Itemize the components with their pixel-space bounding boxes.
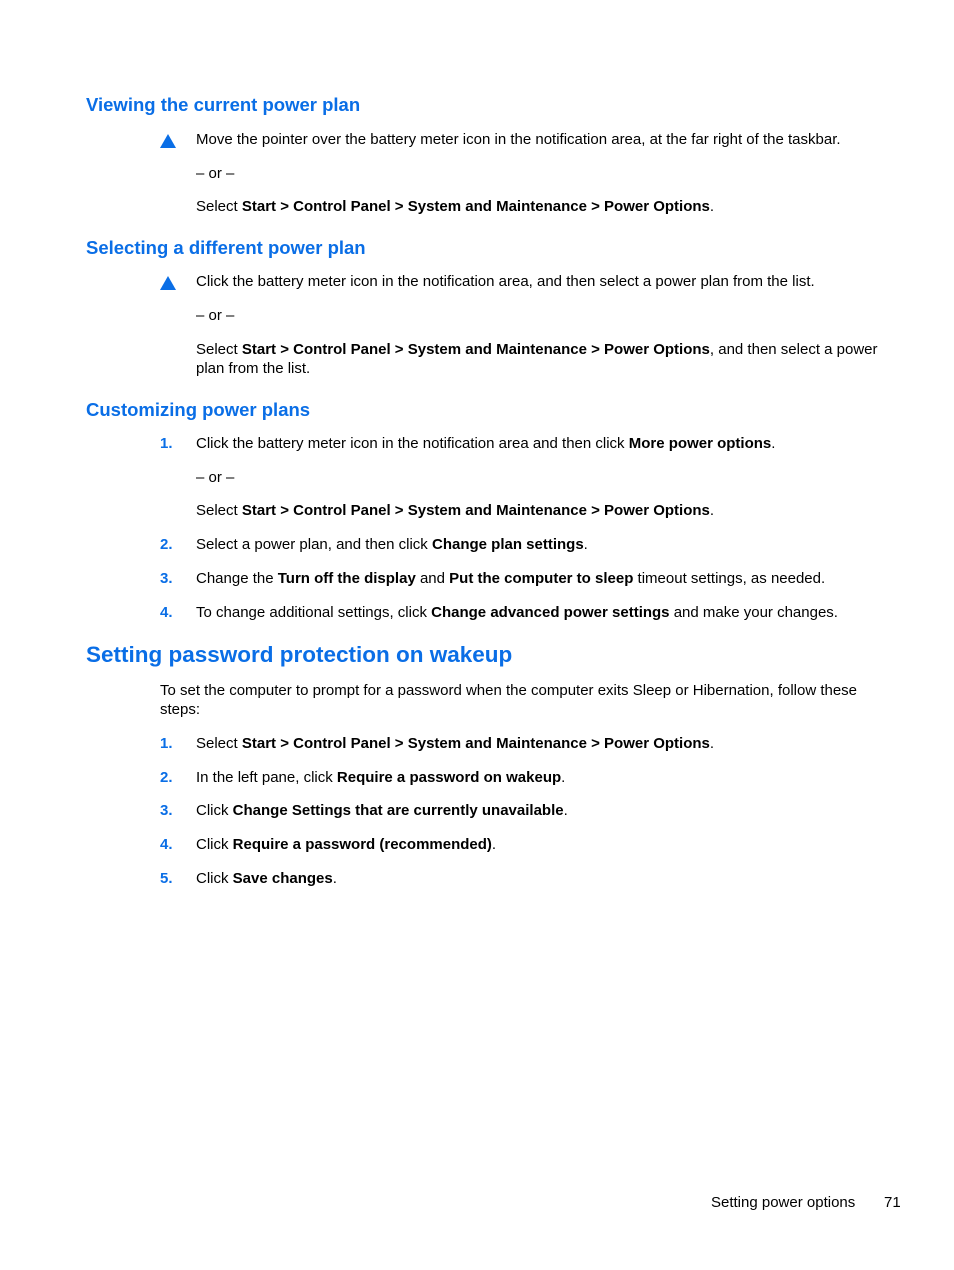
menu-path: Start > Control Panel > System and Maintenance > Power Options xyxy=(241,198,710,215)
paragraph-selecting-select: Select Start > Control Panel > System and Maintenance > Power Options, and then select a power plan from the list. xyxy=(196,341,878,377)
step-text: Click Require a password (recommended). xyxy=(196,836,497,853)
triangle-bullet-icon xyxy=(160,134,176,148)
step-number: 1. xyxy=(160,735,173,752)
menu-path: Start > Control Panel > System and Maintenance > Power Options xyxy=(241,341,710,358)
footer-chapter-title: Setting power options xyxy=(711,1194,856,1211)
footer-page-number: 71 xyxy=(884,1194,901,1211)
step-number: 3. xyxy=(160,570,173,587)
paragraph-customizing-select: Select Start > Control Panel > System and Maintenance > Power Options. xyxy=(196,502,715,519)
step-number: 5. xyxy=(160,870,173,887)
step-text: Select a power plan, and then click Change plan settings. xyxy=(196,536,588,553)
heading-customizing-power-plans: Customizing power plans xyxy=(86,399,311,420)
menu-path: Start > Control Panel > System and Maintenance > Power Options xyxy=(241,502,710,519)
step-number: 3. xyxy=(160,802,173,819)
step-text: To change additional settings, click Change advanced power settings and make your changes. xyxy=(196,604,838,621)
step-number: 4. xyxy=(160,836,173,853)
step-number: 2. xyxy=(160,536,173,553)
paragraph-viewing-select: Select Start > Control Panel > System and Maintenance > Power Options. xyxy=(196,198,715,215)
step-text: Click the battery meter icon in the notification area and then click More power options. xyxy=(196,435,776,452)
heading-password-protection: Setting password protection on wakeup xyxy=(86,642,513,667)
step-text: In the left pane, click Require a password on wakeup. xyxy=(196,769,566,786)
or-separator: – or – xyxy=(196,165,235,182)
step-number: 1. xyxy=(160,435,173,452)
paragraph-password-intro: To set the computer to prompt for a password when the computer exits Sleep or Hibernation, follow these steps: xyxy=(160,682,858,718)
step-number: 4. xyxy=(160,604,173,621)
heading-viewing-current-power-plan: Viewing the current power plan xyxy=(86,94,361,115)
paragraph-viewing-bullet: Move the pointer over the battery meter icon in the notification area, at the far right of the taskbar. xyxy=(196,131,841,148)
or-separator: – or – xyxy=(196,469,235,486)
heading-selecting-power-plan: Selecting a different power plan xyxy=(86,237,366,258)
step-text: Click Change Settings that are currently unavailable. xyxy=(196,802,568,819)
triangle-bullet-icon xyxy=(160,276,176,290)
step-number: 2. xyxy=(160,769,173,786)
step-text: Select Start > Control Panel > System and Maintenance > Power Options. xyxy=(196,735,715,752)
paragraph-selecting-bullet: Click the battery meter icon in the notification area, and then select a power plan from the list. xyxy=(196,273,815,290)
step-text: Click Save changes. xyxy=(196,870,337,887)
step-text: Change the Turn off the display and Put the computer to sleep timeout settings, as needed. xyxy=(196,570,826,587)
or-separator: – or – xyxy=(196,307,235,324)
